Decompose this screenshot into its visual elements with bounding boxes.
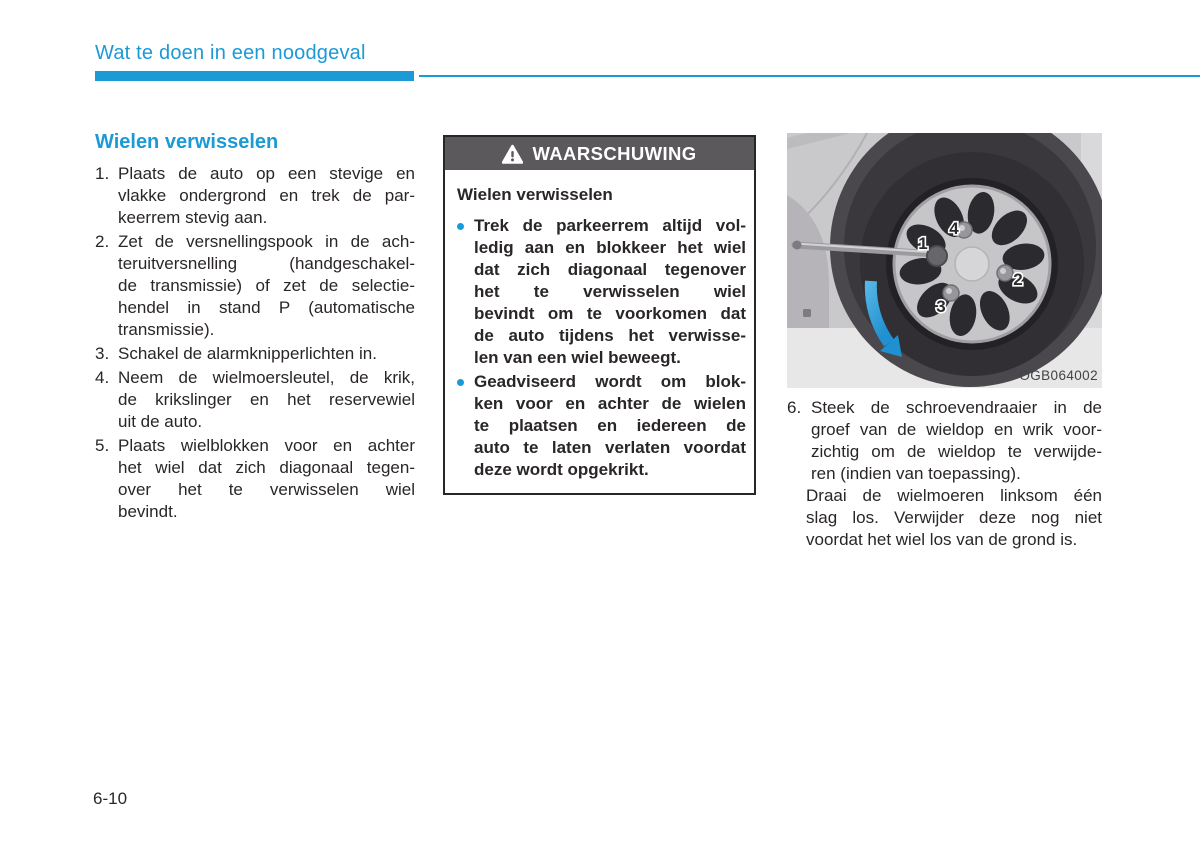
item-number [787, 485, 806, 551]
list-item [95, 343, 415, 365]
item-number: 1. [95, 164, 110, 183]
item-text: Plaats wielblokken voor en achter het wiel dat zich diagonaal tegen- over het te verwisselen wiel bevindt. [118, 436, 415, 521]
warning-triangle-icon [502, 144, 523, 164]
list-item [95, 367, 415, 433]
item-number: 5. [95, 436, 110, 455]
callout-4: 4 [949, 219, 959, 238]
callout-2: 2 [1013, 270, 1023, 289]
header-rule-thin [419, 75, 1200, 77]
header-rule-thick [95, 71, 414, 81]
callout-1: 1 [918, 234, 928, 253]
list-item [95, 163, 415, 229]
item-number: 2. [95, 232, 110, 251]
list-item [95, 231, 415, 341]
page-title: Wat te doen in een noodgeval [95, 42, 366, 64]
warning-subheading: Wielen verwisselen [457, 185, 613, 204]
item-text: Zet de versnellingspook in de ach- teruitversnelling (handgeschakel- de transmissie) of zet de selectie- hendel in stand P (automatische transmissie). [118, 232, 415, 339]
bullet-dot-icon [457, 371, 474, 481]
note-paragraph [787, 485, 1102, 551]
page-number: 6-10 [93, 789, 128, 808]
figure-caption: OGB064002 [1019, 368, 1098, 383]
item-text: Neem de wielmoersleutel, de krik, de krikslinger en het reservewiel uit de auto. [118, 368, 415, 431]
item-text: Steek de schroevendraaier in de groef van de wieldop en wrik voor- zichtig om de wieldop te verwijde- ren (indien van toepassing). [811, 398, 1102, 483]
item-number: 4. [95, 368, 110, 387]
bullet-text: Trek de parkeerrem altijd vol- ledig aan en blokkeer het wiel dat zich diagonaal tegenover het te verwisselen wiel bevindt om te voorkomen dat de auto tijdens het verwisse- len van een wiel beweegt. [474, 216, 746, 367]
warning-box [443, 135, 756, 495]
warning-content [445, 185, 754, 493]
bullet-dot-icon [457, 215, 474, 369]
warning-bullet [457, 371, 746, 481]
bullet-text: Geadviseerd wordt om blok- ken voor en achter de wielen te plaatsen en iedereen de auto te laten verlaten voordat deze wordt opgekrikt. [474, 372, 746, 479]
warning-header [445, 137, 754, 170]
figure-column [787, 133, 1102, 551]
item-number: 6. [787, 398, 802, 417]
list-item [787, 397, 1102, 485]
wheel-figure [787, 133, 1102, 388]
wheel-illustration [787, 133, 1102, 388]
callout-3: 3 [936, 297, 946, 316]
warning-label: WAARSCHUWING [532, 142, 697, 164]
item-text: Schakel de alarmknipperlichten in. [118, 344, 377, 363]
list-item [95, 435, 415, 523]
item-text: Draai de wielmoeren linksom één slag los. Verwijder deze nog niet voordat het wiel los van de grond is. [806, 486, 1102, 549]
item-number: 3. [95, 344, 110, 363]
steps-column [95, 131, 415, 525]
item-text: Plaats de auto op een stevige en vlakke ondergrond en trek de par- keerrem stevig aan. [118, 164, 415, 227]
warning-bullet [457, 215, 746, 369]
section-heading: Wielen verwisselen [95, 131, 279, 153]
